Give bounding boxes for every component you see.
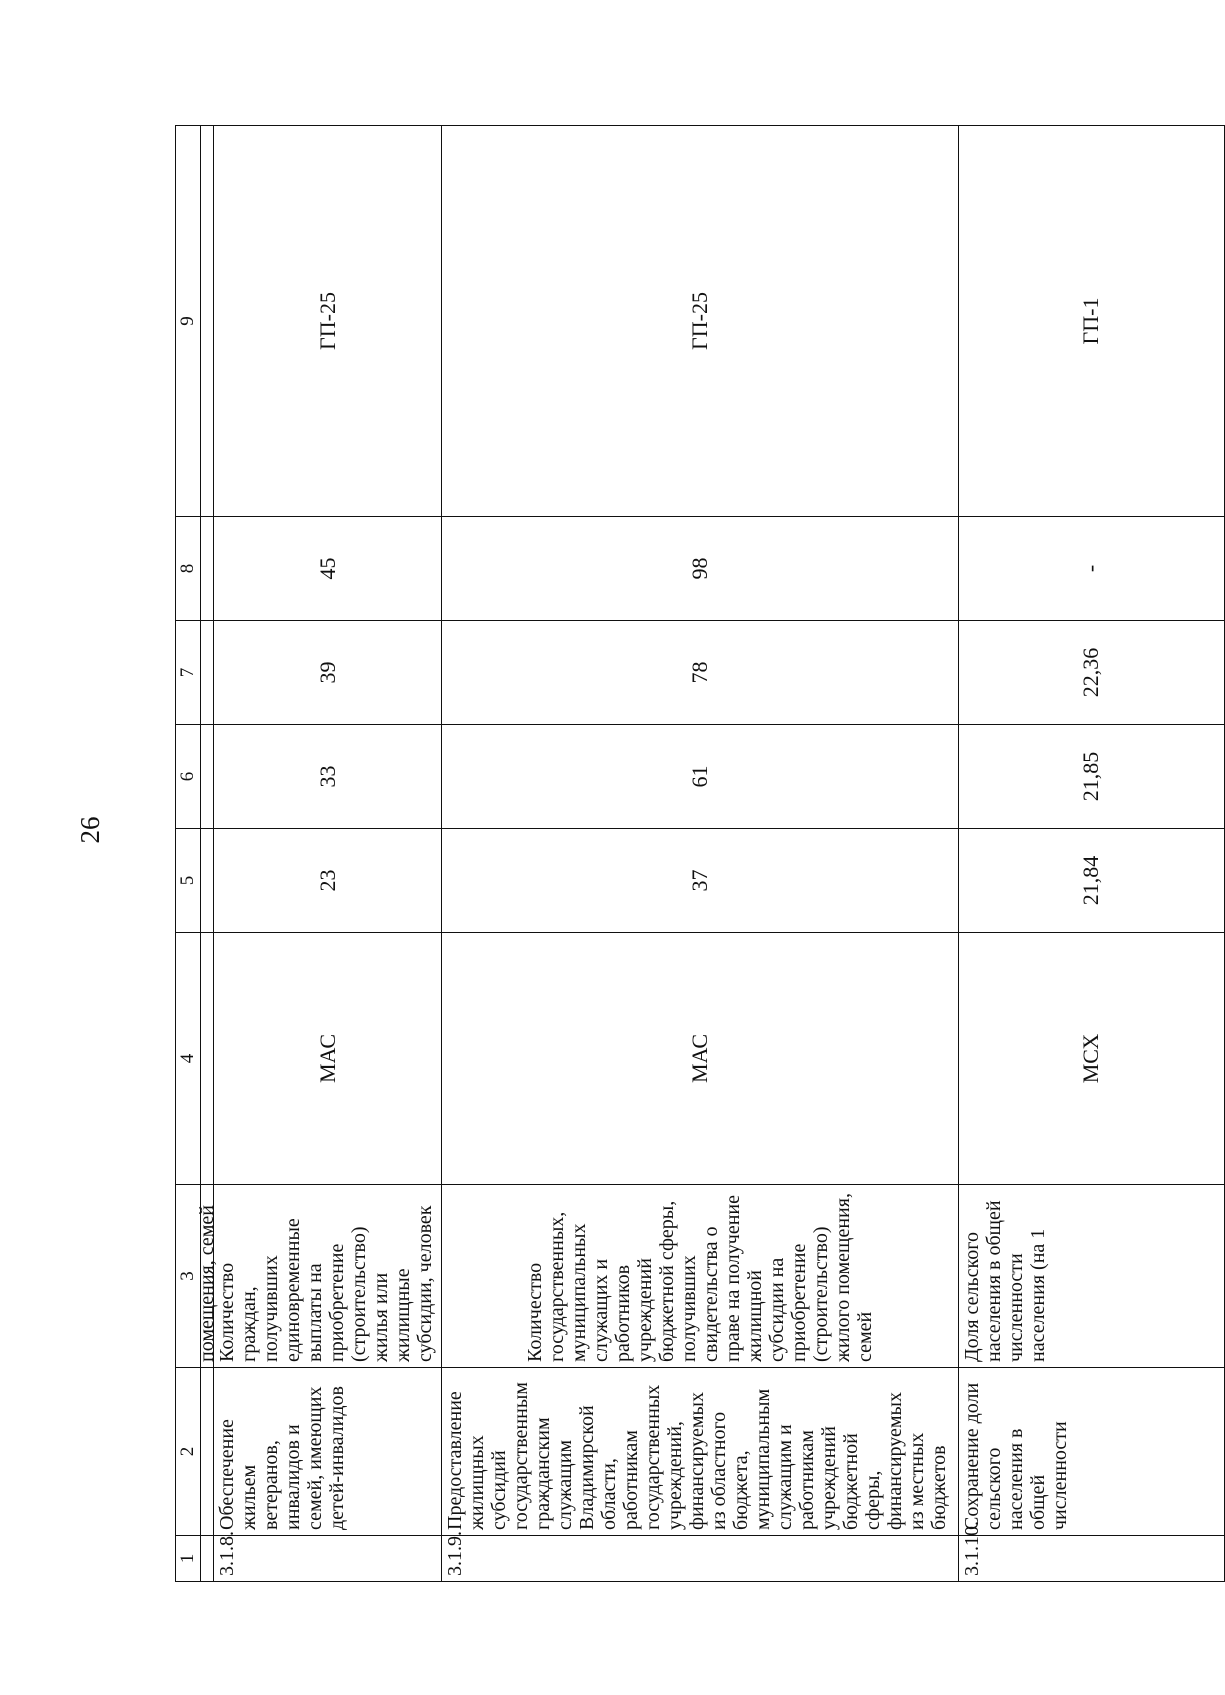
value-col8: - [958,517,1224,621]
measure-name: Обеспечение жильем ветеранов, инвалидов и семей, имеющих детей-инвалидов [214,1368,442,1536]
program-code: ГП-25 [214,126,442,517]
col-number: 7 [176,621,201,725]
col-number: 3 [176,1185,201,1368]
col-number: 8 [176,517,201,621]
value-col6: 21,85 [958,725,1224,829]
col-number: 2 [176,1368,201,1536]
value-col7: 22,36 [958,621,1224,725]
indicator-name: Доля сельского населения в общей численности населения (на 1 [958,1185,1224,1368]
value-col7: 78 [442,621,959,725]
carry-over-text: помещения, семей [201,1185,214,1368]
table-row [214,126,442,1582]
value-col7: 39 [214,621,442,725]
responsible: МСХ [958,933,1224,1185]
indicators-table [175,125,1225,1582]
col-number: 5 [176,829,201,933]
rotated-table-container [175,126,1225,1582]
table-row [442,126,959,1582]
row-number: 3.1.10. [958,1536,1224,1582]
responsible: МАС [442,933,959,1185]
value-col6: 33 [214,725,442,829]
value-col6: 61 [442,725,959,829]
value-col5: 37 [442,829,959,933]
col-number: 1 [176,1536,201,1582]
value-col8: 45 [214,517,442,621]
page-number: 26 [75,816,105,844]
responsible: МАС [214,933,442,1185]
measure-name: Сохранение доли сельского населения в общей численности [958,1368,1224,1536]
value-col8: 98 [442,517,959,621]
column-number-row [176,126,201,1582]
indicator-name: Количество граждан, получивших единовременные выплаты на приобретение (строительство) жилья или жилищные субсидии, человек [214,1185,442,1368]
carry-over-row [201,126,214,1582]
table-row [958,126,1224,1582]
program-code: ГП-25 [442,126,959,517]
indicator-name: Количество государственных, муниципальных служащих и работников учреждений бюджетной сферы, получивших свидетельства о праве на получение жилищной субсидии на приобретение (строительство) жилого помещения, семей [442,1185,959,1368]
row-number: 3.1.8. [214,1536,442,1582]
row-number: 3.1.9. [442,1536,959,1582]
program-code: ГП-1 [958,126,1224,517]
col-number: 9 [176,126,201,517]
measure-name: Предоставление жилищных субсидий государственным гражданским служащим Владимирской области, работникам государственных учреждений, финансируемых из областного бюджета, муниципальным служащим и работникам учреждений бюджетной сферы, финансируемых из местных бюджетов [442,1368,959,1536]
value-col5: 21,84 [958,829,1224,933]
col-number: 4 [176,933,201,1185]
col-number: 6 [176,725,201,829]
value-col5: 23 [214,829,442,933]
